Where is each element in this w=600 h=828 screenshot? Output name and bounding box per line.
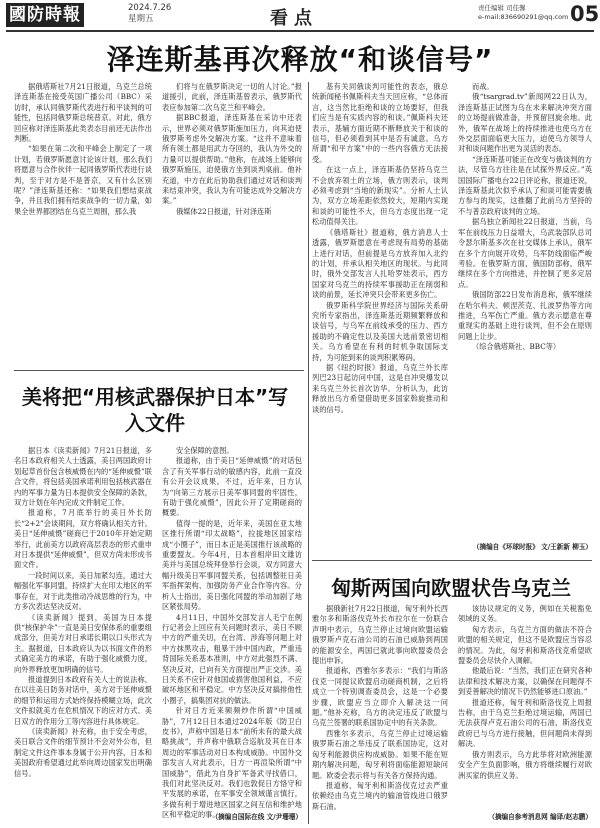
divider xyxy=(312,560,592,561)
article1-credit-box xyxy=(458,540,592,554)
article3-credit: （摘编自参考消息网 编译/赵志鹏） xyxy=(488,813,592,821)
editor-info xyxy=(478,4,568,22)
editor-email: e-mail:836690291@qq.com xyxy=(478,13,569,21)
masthead-rule xyxy=(6,30,594,32)
paragraph: 们将与在俄罗斯决定一切的人讨论。”报道援引，此前，泽连斯基曾表示，俄罗斯代表应参加第二次乌克兰和平峰会。 xyxy=(162,82,302,112)
article1-headline: 泽连斯基再次释放“和谈信号” xyxy=(106,43,494,76)
paragraph: 报道提到日本政府有关人士的说法称，在以往美日防务对话中，美方对于延伸威慑的细节和运用方式始终保持模糊立场，此次文件拟就美方在危机情况下的应对方式、美日双方的作用分工等内容进行具体规定。 xyxy=(14,674,152,726)
article2-column-1 xyxy=(14,446,152,824)
article1-column-1 xyxy=(14,82,152,362)
article2-headline: 美将把“用核武器保护日本”写入文件 xyxy=(21,385,289,435)
article3-credit-box xyxy=(458,810,592,824)
paragraph: 据俄塔斯社7月21日报道，乌克兰总统泽连斯基在接受英国广播公司（BBC）采访时，承认同俄罗斯代表进行和平谈判的可能性，包括同俄罗斯总统普京。对此，俄方回应称对泽连斯基此类表态目前还无法作出判断。 xyxy=(14,82,152,144)
article1-column-4 xyxy=(458,82,592,552)
paragraph: 基有关同俄谈判可能性的表态，俄总统新闻秘书佩斯科夫当天回应称，“总体而言，这当然比拒绝和谈的立场要好，但我们应当是有实质内容的和谈。”佩斯科夫还表示，基辅方面近期不断释放关于和谈的信号，但必须看到其中是否有诚意。乌方所谓“和平方案”中的一些内容俄方无法接受。 xyxy=(312,82,448,164)
paragraph: 他最后说：“当然，我们正在研究各种法律和技术解决方案，以确保在问题得不到妥善解决的情况下仍然能够进口原油。” xyxy=(458,666,592,697)
paragraph: 俄媒体22日报道，针对泽连斯 xyxy=(176,206,272,216)
article1-credit: （摘编自《环球时报》 文/王新新 柳玉） xyxy=(472,543,592,551)
section-title: 看点 xyxy=(270,8,318,29)
newspaper-logo: 國防時報 xyxy=(6,3,84,27)
paragraph: “如果在第二次和平峰会上制定了一项计划，若俄罗斯愿意讨论该计划，那么我们将愿意与合作伙伴一起同俄罗斯代表进行谈判，至于对方是不是普京，又有什么区别呢？”泽连斯基还称：“如果我们想结束战争，并且我们拥有结束战争的一切力量，如果全世界都团结在乌克兰周围，那么我 xyxy=(14,144,152,216)
paragraph: 《俄塔斯社》报道称，俄方消息人士透露，俄罗斯愿意在考虑现有局势的基础上进行对话，但前提是乌方放弃加入北约的计划，并承认相关地区的现状。与此同时，俄外交部发言人扎哈罗娃表示，西方国家对乌克兰的持续军事援助正在削弱和谈的前景，延长冲突只会带来更多伤亡。 xyxy=(312,227,448,300)
paragraph: 俄罗斯科学院世界经济与国际关系研究所专家指出，泽连斯基近期频繁释放和谈信号，与乌军在前线承受的压力、西方援助的不确定性以及美国大选前景密切相关。乌方希望在有利的时机争取国际支持，为可能到来的谈判积累筹码。 xyxy=(312,300,448,362)
paragraph: 报道称，西雅尔多表示：“我们与斯洛伐克一同提议欧盟启动磋商机制，之后将成立一个特别调查委员会，这是一个必要步骤，欧盟应当立即介入解决这一问题。”他补充称，乌方的决定违反了欧盟与乌克兰签署的联系国协定中的有关条款。 xyxy=(312,666,448,728)
paragraph: 匈方表示，乌克兰方面的做法不符合欧盟的相关规定，但这不是欧盟应当容忍的情况。为此，匈牙利和斯洛伐克希望欧盟委员会尽快介入调解。 xyxy=(458,624,592,666)
paragraph: 值得一提的是，近年来，美国在亚太地区推行所谓“印太战略”，拉拢地区国家结成“小圈子”，而日本正是美国推行该战略的重要盟友。今年4月，日本首相岸田文雄访美并与美国总统拜登举行会谈，双方同意大幅升级美日军事同盟关系，包括调整驻日美军指挥架构、加强防务产业合作等内容。分析人士指出，美日强化同盟的举动加剧了地区紧张局势。 xyxy=(162,518,302,612)
paragraph: 针对日方近来频频炒作所谓“中国威胁”，7月12日日本通过2024年版《防卫白皮书》，声称中国是日本“前所未有的最大战略挑战”，并声称中俄联合巡航及其在日本周边的军事活动对日本构成威胁。中国外交部发言人对此表示，日方一再渲染所谓“中国威胁”，借此为自身扩军备武寻找借口，我们对此坚决反对。我们也敦促日方恪守和平发展的承诺，在军事安全领域谨言慎行，多做有利于增进地区国家之间互信和维护地区和平稳定的事。 xyxy=(162,706,302,820)
divider xyxy=(14,370,304,371)
paragraph: （综合俄塔斯社、BBC等） xyxy=(472,342,561,352)
masthead xyxy=(0,0,600,32)
paragraph: 据BBC报道，泽连斯基在采访中还表示，世界必须对俄罗斯施加压力，向其迫使俄罗斯考虑外交解决方案。“这并不意味着所有领土都是用武力夺回的，我认为外交的力量可以提供帮助。”他称，在战场上能够向俄罗斯施压，迫使俄方坐到谈判桌前。他补充道，中方在此后协助我们通过对话和谈判来结束冲突，我认为有可能达成外交解决方案。” xyxy=(162,113,302,206)
issue-date-block xyxy=(128,3,171,25)
article1-column-3 xyxy=(312,82,448,552)
paragraph: “泽连斯基可能正在改变与俄谈判的方法，尽管乌方往往是在试探外界反应。”英国国际广播电台22日评论称，报道还说，泽连斯基此次似乎承认了和谈可能需要俄方参与的现实，这推翻了此前乌方坚持的不与普京政府谈判的立场。 xyxy=(458,154,592,216)
page-number: 05 xyxy=(570,2,600,26)
paragraph: 一段时间以来，美日加紧勾连，通过大幅强化军事同盟，持续扩大在印太地区的军事存在，对于此类推动冷战思维的行为，中方多次表达坚决反对。 xyxy=(14,570,152,612)
paragraph: 报道称，由于美日“延伸威慑”的对话包含了有关军事行动的敏感内容，此前一直没有公开会议成果。不过，近年来，日方认为“向第三方展示日美军事同盟的牢固性，有助于强化威慑”，因此公开了定期磋商的概要。 xyxy=(162,456,302,518)
article3-headline: 匈斯两国向欧盟状告乌克兰 xyxy=(331,576,571,600)
column-divider xyxy=(308,82,309,824)
paragraph: 据日本《读卖新闻》7月21日报道，多名日本政府相关人士透露，美日两国政府计划起草首份包含核威慑在内的“延伸威慑”联合文件，将包括美国承诺利用包括核武器在内的军事力量为日本提供安全保障的条款，双方计划在年内完成文件制定工作。 xyxy=(14,446,152,508)
article2-credit-box xyxy=(162,810,302,824)
paragraph: 俄“tsargrad.tv”新闻网22日认为，泽连斯基正试图为乌在未来解决冲突方面的立场提前做准备，并预留回旋余地。此外，俄军在战场上的持续推进也使乌方在外交层面面临更大压力，迫使乌方领导人对和谈问题作出更为灵活的表态。 xyxy=(458,92,592,154)
paragraph: 报道称，匈牙利和斯洛伐克过去严重依赖经由乌克兰境内的输油管线进口俄罗斯石油。 xyxy=(312,780,448,811)
issue-date: 2024.7.26 xyxy=(128,3,172,13)
paragraph: 该协议规定的义务，例如在关税豁免领域的义务。 xyxy=(458,604,592,624)
paragraph: 4月11日，中国外交部发言人毛宁在例行记者会上回应有关问题时表示，美日不顾中方的严重关切，在台湾、涉海等问题上对中方抹黑攻击，粗暴干涉中国内政，严重违背国际关系基本准则，中方对此强烈不满、坚决反对，已向有关方面提出严正交涉。美日关系不应针对他国或损害他国利益，不应破坏地区和平稳定。中方坚决反对搞排他性小圈子，搞集团对抗的做法。 xyxy=(162,612,302,705)
paragraph: 西雅尔多表示，乌克兰停止过境运输俄罗斯石油之举违反了联系国协定，这对匈牙利能源供应构成威胁。如果不能在短期内解决问题，匈牙利将面临能源短缺问题。欧委会表示将与有关各方保持沟通。 xyxy=(312,728,448,780)
paragraph: 俄国防部22日发布消息称，俄军继续在哈尔科夫、顿涅茨克、扎波罗热等方向推进，乌军伤亡严重。俄方表示愿意在尊重现实的基础上进行谈判，但不会在原则问题上让步。 xyxy=(458,290,592,341)
paragraph: 报道还称，匈牙利和斯洛伐克上周报告称，由于乌克兰拒绝过境运输，两国已无法获得卢克石油公司的石油，斯洛伐克政府已与乌方进行接触，但问题尚未得到解决。 xyxy=(458,697,592,749)
article3-column-1 xyxy=(312,604,448,824)
paragraph: 在这一点上，泽连斯基仍坚持乌克兰不会放弃领土的立场，俄方则表示，谈判必须考虑到“当地的新现实”。分析人士认为，双方立场差距依然较大，短期内实现和谈的可能性不大，但乌方态度出现一定松动值得关注。 xyxy=(312,165,448,227)
article2-credit: （摘编自国际在线 文/尹珊珊） xyxy=(211,813,302,821)
paragraph: 据俄新社7月22日报道，匈牙利外长西雅尔多和斯洛伐克外长布拉尔在一份联合声明中表示，乌克兰停止过境向欧盟运输俄罗斯卢克石油公司的石油已威胁到两国的能源安全，两国已就此事向欧盟委员会提出申诉。 xyxy=(312,604,448,666)
paragraph: 安全保障的意图。 xyxy=(176,446,234,455)
paragraph: 俄方则表示，乌方此举将对欧洲能源安全产生负面影响，俄方将继续履行对欧洲买家的供应义务。 xyxy=(458,749,592,780)
paragraph: 据乌独立新闻社22日报道，当前，乌军在前线压力日益增大，乌武装部队总司令瑟尔斯基多次在社交媒体上承认，俄军在多个方向展开攻势，乌军防线面临严峻考验。在俄罗斯方面，俄国防部称，俄军继续在多个方向推进，并控制了更多定居点。 xyxy=(458,217,592,289)
issue-weekday: 星期五 xyxy=(128,14,154,24)
article3-column-2 xyxy=(458,604,592,810)
paragraph: 报道称，7月底举行的美日外长防长“2+2”会谈期间，双方将确认相关方针。美日“延伸威慑”磋商已于2010年开始定期举行，此前美方以政府高层表态的形式重申对日本提供“延伸威慑”，但双方尚未形成书面文件。 xyxy=(14,508,152,570)
paragraph: 《读卖新闻》提到，美国为日本提供“核保护伞”一直是美日安保体系的重要组成部分，但美方对日承诺长期以口头形式为主。据报道，日本政府认为以书面文件的形式确定美方的承诺，有助于强化威慑力度，向外界释放更加明确的信号。 xyxy=(14,612,152,674)
paragraph: 据《纽约时报》报道，乌克兰外长库列巴23日起访问中国，这是自冲突爆发以来乌克兰外长首次访华。分析认为，此访释放出乌方希望借助更多国家斡旋推动和谈的信号。 xyxy=(312,362,448,414)
paragraph: 而战。 xyxy=(472,82,494,91)
article1-column-2 xyxy=(162,82,302,362)
editor-name: 责任编辑 司佳馨 xyxy=(478,4,526,12)
paragraph: 《读卖新闻》补充称，由于安全考虑，美日联合文件的细节预计不会对外公布，但制定文件这件事本身属于公开内容，日本和美国政府希望通过此举向周边国家发出明确信号。 xyxy=(14,726,152,778)
